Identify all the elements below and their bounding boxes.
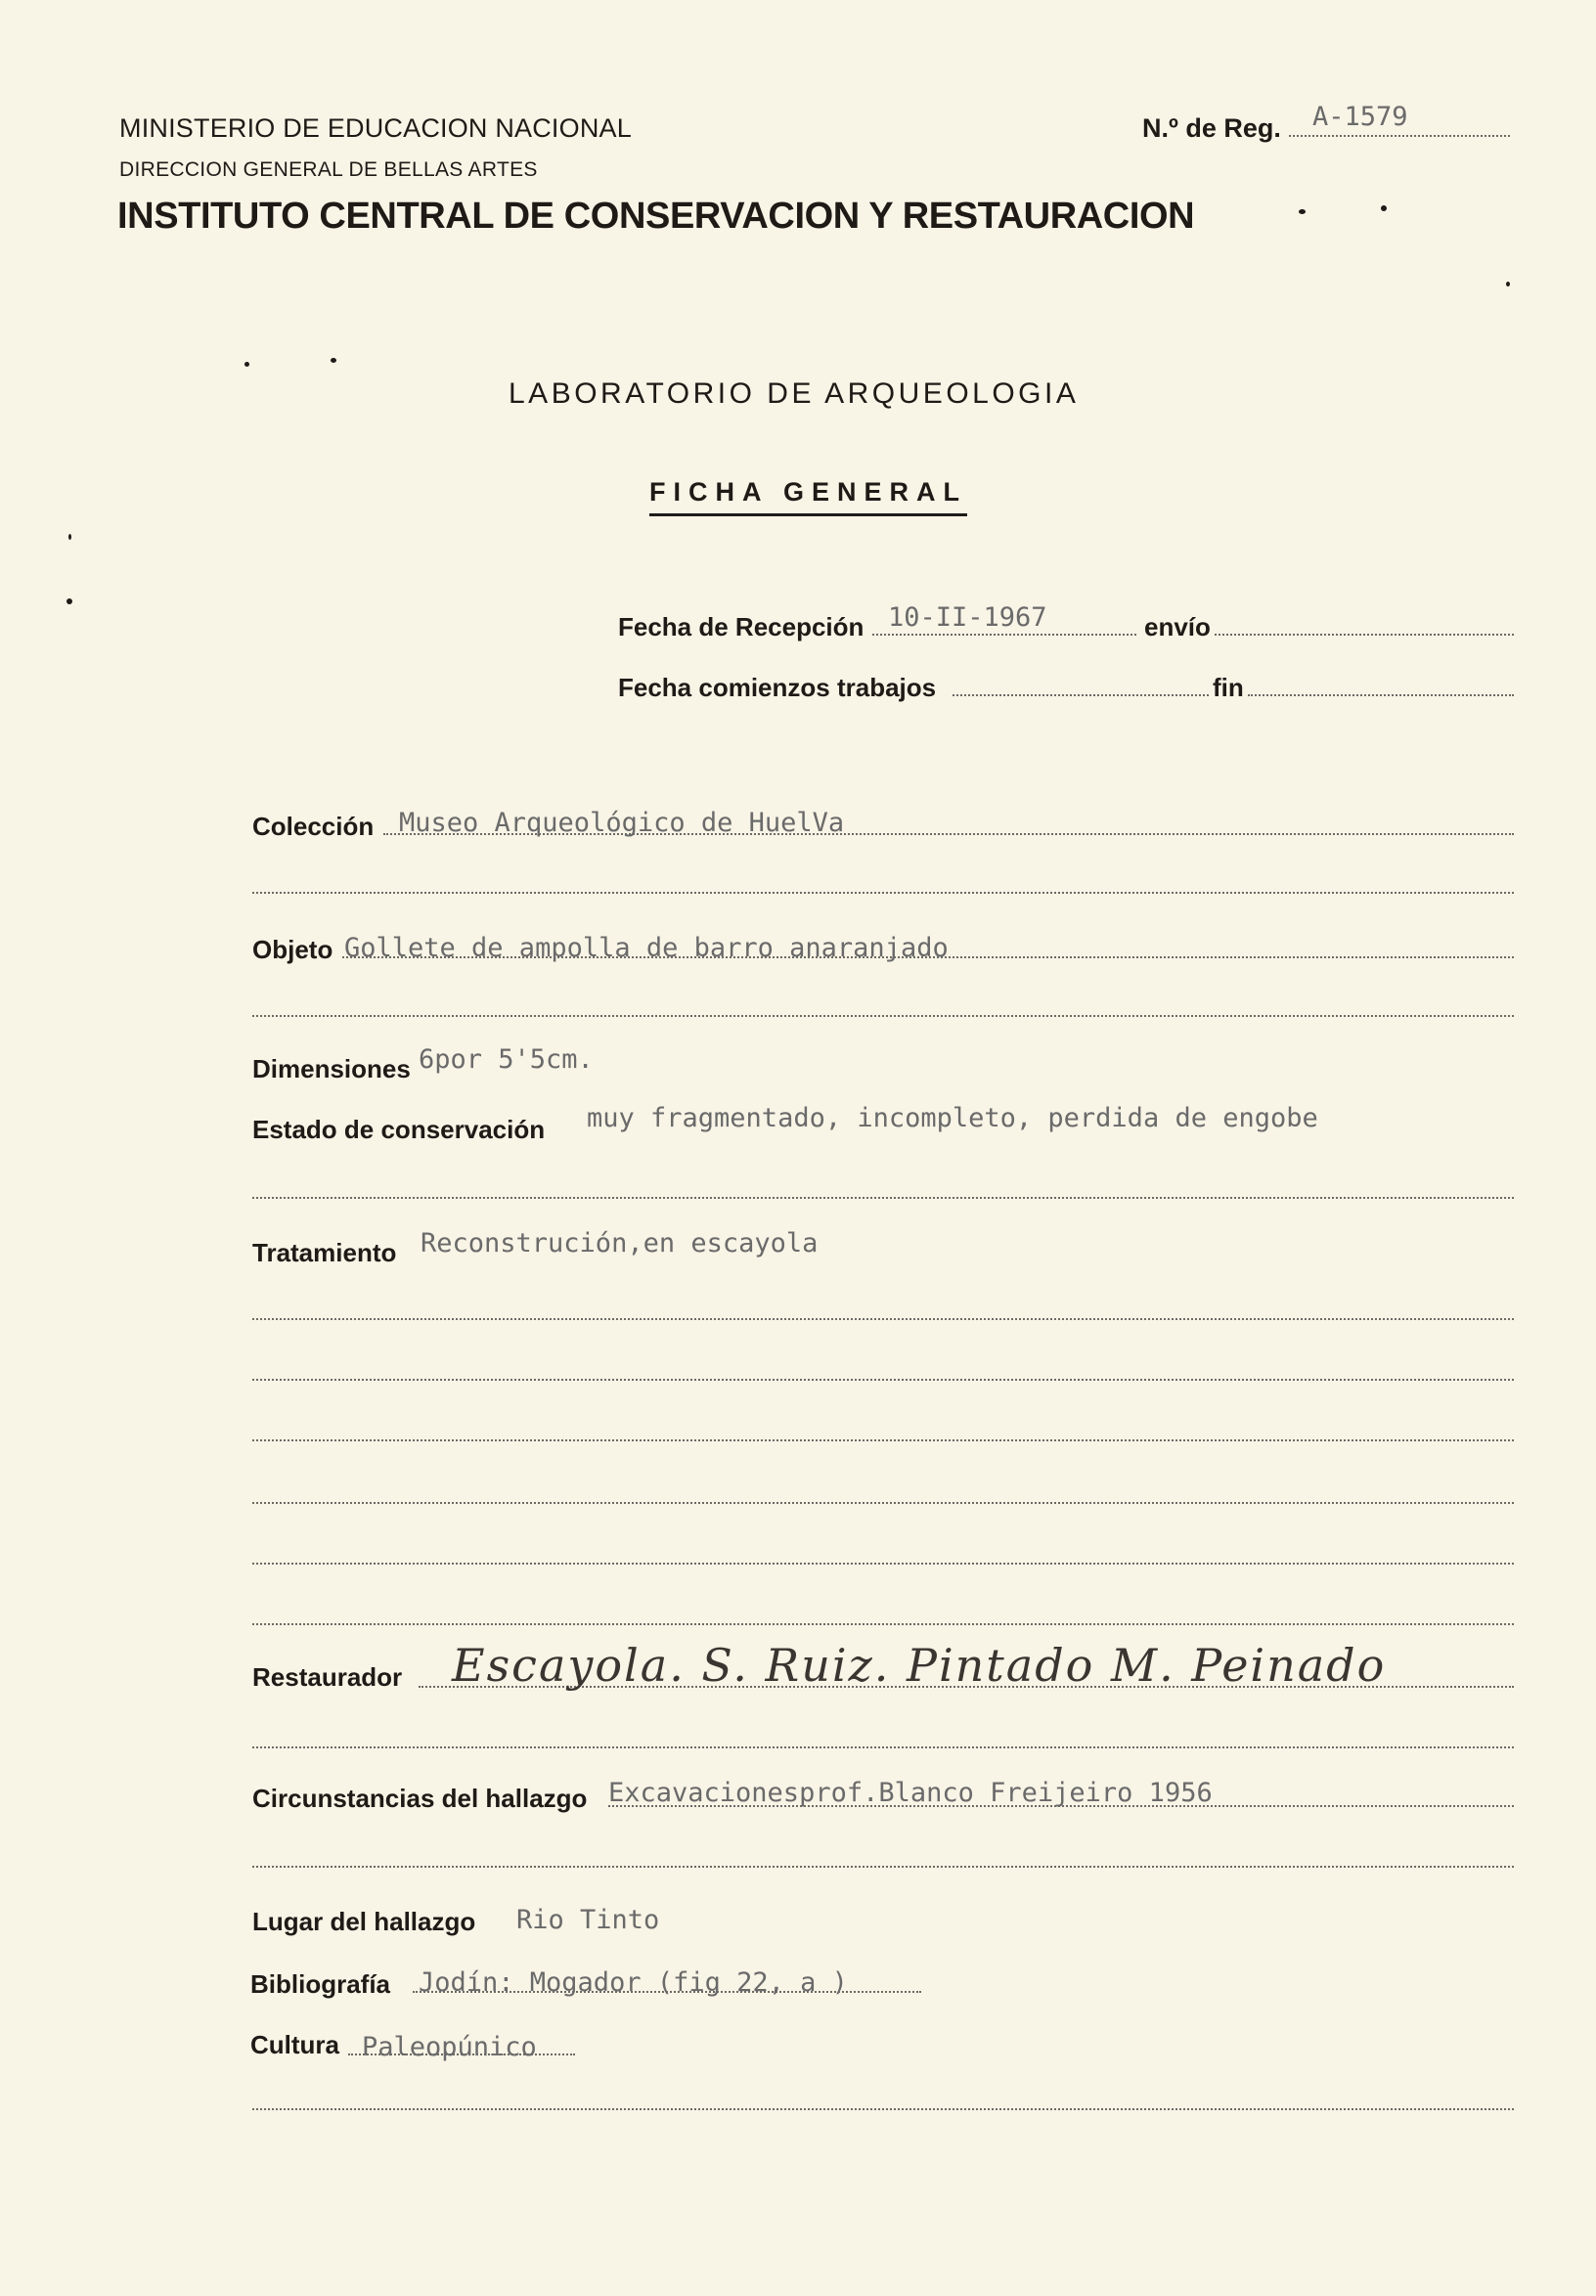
coleccion-label: Colección xyxy=(252,812,375,841)
circunstancias-value: Excavacionesprof.Blanco Freijeiro 1956 xyxy=(608,1778,1213,1808)
dimensiones-value: 6por 5'5cm. xyxy=(419,1044,594,1075)
blank-line xyxy=(252,1439,1514,1441)
lab-title: LABORATORIO DE ARQUEOLOGIA xyxy=(509,377,1080,410)
start-label: Fecha comienzos trabajos xyxy=(618,673,937,702)
reg-line xyxy=(1289,135,1510,137)
restaurador-signature: Escayola. S. Ruiz. Pintado M. Peinado xyxy=(452,1639,1387,1692)
estado-value: muy fragmentado, incompleto, perdida de engobe xyxy=(587,1103,1318,1133)
blank-line xyxy=(252,1379,1514,1381)
bibliografia-value: Jodín: Mogador (fig 22, a ) xyxy=(419,1967,848,1998)
cultura-value: Paleopúnico xyxy=(362,2032,537,2062)
reg-value: A-1579 xyxy=(1312,102,1408,132)
cultura-label: Cultura xyxy=(250,2030,339,2059)
coleccion-value: Museo Arqueológico de HuelVa xyxy=(399,808,845,838)
objeto-value: Gollete de ampolla de barro anaranjado xyxy=(344,933,949,963)
ink-speck xyxy=(1299,209,1306,214)
start-line xyxy=(953,694,1209,696)
dimensiones-label: Dimensiones xyxy=(252,1054,411,1083)
ministry-heading: MINISTERIO DE EDUCACION NACIONAL xyxy=(119,113,632,143)
lugar-label: Lugar del hallazgo xyxy=(252,1907,476,1936)
institute-heading: INSTITUTO CENTRAL DE CONSERVACION Y RESTAURACION xyxy=(117,196,1195,237)
blank-line xyxy=(252,1746,1514,1748)
fin-label: fin xyxy=(1213,673,1244,702)
ink-speck xyxy=(66,598,72,604)
direction-heading: DIRECCION GENERAL DE BELLAS ARTES xyxy=(119,158,538,181)
fin-line xyxy=(1248,694,1514,696)
blank-line xyxy=(252,1015,1514,1017)
tratamiento-value: Reconstrución,en escayola xyxy=(421,1228,819,1258)
restaurador-label: Restaurador xyxy=(252,1662,403,1692)
blank-line xyxy=(252,1623,1514,1625)
ink-speck xyxy=(1506,282,1510,287)
blank-line xyxy=(252,1563,1514,1565)
reception-value: 10-II-1967 xyxy=(888,602,1047,633)
tratamiento-label: Tratamiento xyxy=(252,1238,397,1267)
blank-line xyxy=(252,2108,1514,2110)
envio-line xyxy=(1215,634,1514,636)
circunstancias-label: Circunstancias del hallazgo xyxy=(252,1784,588,1813)
blank-line xyxy=(252,1502,1514,1504)
blank-line xyxy=(252,1866,1514,1868)
lugar-value: Rio Tinto xyxy=(516,1905,660,1935)
ink-speck xyxy=(331,358,336,363)
envio-label: envío xyxy=(1144,612,1211,641)
ink-speck xyxy=(68,534,71,540)
ink-speck xyxy=(244,362,249,367)
estado-label: Estado de conservación xyxy=(252,1115,546,1144)
reception-line xyxy=(872,634,1136,636)
ficha-title: FICHA GENERAL xyxy=(649,477,967,516)
bibliografia-label: Bibliografía xyxy=(250,1969,391,1999)
reception-label: Fecha de Recepción xyxy=(618,612,864,641)
reg-label: N.º de Reg. xyxy=(1142,113,1281,143)
blank-line xyxy=(252,892,1514,894)
objeto-label: Objeto xyxy=(252,935,333,964)
blank-line xyxy=(252,1318,1514,1320)
ink-speck xyxy=(1381,205,1387,211)
blank-line xyxy=(252,1197,1514,1199)
